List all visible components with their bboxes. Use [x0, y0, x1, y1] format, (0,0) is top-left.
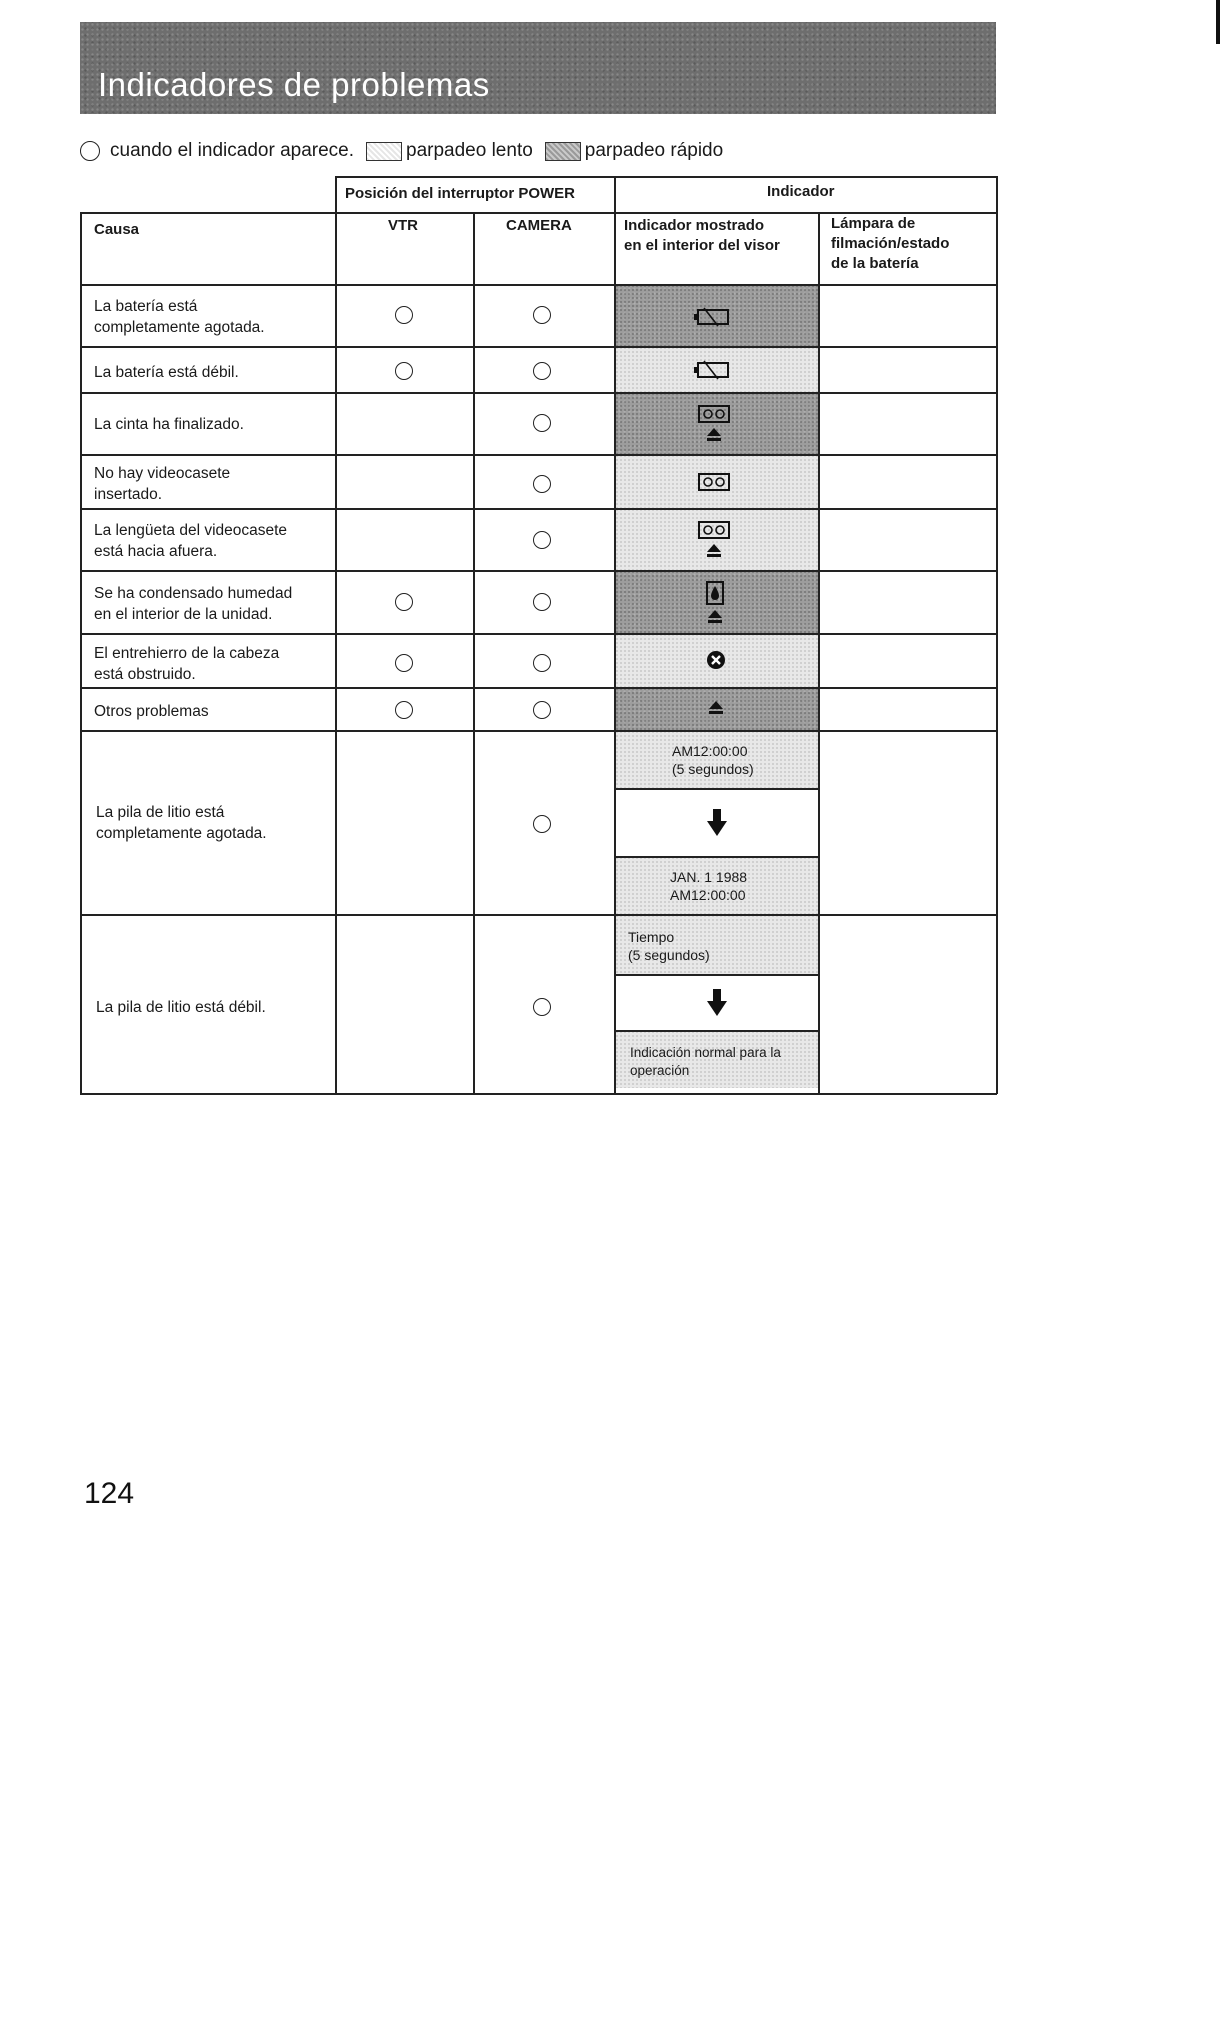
page-number: 124	[84, 1477, 135, 1510]
cause-text: está obstruido.	[94, 666, 196, 683]
head-clog-icon	[706, 650, 726, 670]
viewfinder-header-line2: en el interior del visor	[624, 237, 780, 254]
camera-mark	[533, 701, 551, 719]
camera-mark	[533, 475, 551, 493]
cause-text: completamente agotada.	[94, 319, 265, 336]
indicator-date-text: JAN. 1 1988	[670, 869, 748, 885]
cassette-eject-icon	[697, 404, 731, 444]
cause-text: No hay videocasete	[94, 465, 231, 482]
indicator-time-text: AM12:00:00	[670, 887, 746, 903]
empty-battery-icon	[692, 306, 736, 328]
indicator-duration-text: (5 segundos)	[672, 761, 754, 777]
cause-header: Causa	[94, 221, 140, 238]
camera-mark	[533, 654, 551, 672]
cause-text: La cinta ha finalizado.	[94, 416, 244, 433]
vtr-mark	[395, 362, 413, 380]
cause-text: Se ha condensado humedad	[94, 585, 293, 602]
camera-mark	[533, 362, 551, 380]
cause-text: El entrehierro de la cabeza	[94, 645, 280, 662]
camera-mark	[533, 815, 551, 833]
legend-fast-label: parpadeo rápido	[584, 140, 724, 161]
cause-text: La pila de litio está débil.	[96, 999, 266, 1016]
lamp-header-line3: de la batería	[831, 255, 919, 272]
camera-header: CAMERA	[506, 217, 572, 234]
indicator-normal-text: operación	[630, 1063, 690, 1078]
camera-mark	[533, 593, 551, 611]
indicator-time-text: AM12:00:00	[672, 743, 748, 759]
indicator-normal-text: Indicación normal para la	[630, 1045, 781, 1060]
cause-text: La batería está	[94, 298, 198, 315]
cause-text: La lengüeta del videocasete	[94, 522, 288, 539]
cassette-icon	[697, 472, 731, 492]
low-battery-icon	[692, 359, 736, 381]
vtr-mark	[395, 701, 413, 719]
indicator-time-text: Tiempo	[628, 929, 675, 945]
cause-text: Otros problemas	[94, 703, 209, 720]
moisture-eject-icon	[704, 580, 726, 626]
camera-mark	[533, 531, 551, 549]
viewfinder-header-line1: Indicador mostrado	[624, 217, 765, 234]
power-switch-header: Posición del interruptor POWER	[345, 185, 576, 202]
lamp-header-line1: Lámpara de	[831, 215, 916, 232]
cause-text: está hacia afuera.	[94, 543, 218, 560]
cause-text: insertado.	[94, 486, 163, 503]
eject-icon	[707, 700, 725, 716]
cause-text: La pila de litio está	[96, 804, 225, 821]
vtr-mark	[395, 654, 413, 672]
cause-text: completamente agotada.	[96, 825, 267, 842]
cause-text: en el interior de la unidad.	[94, 606, 273, 623]
page-title: Indicadores de problemas	[98, 66, 490, 103]
indicator-duration-text: (5 segundos)	[628, 947, 710, 963]
vtr-mark	[395, 593, 413, 611]
indicator-header: Indicador	[767, 183, 835, 200]
legend-slow-label: parpadeo lento	[406, 140, 533, 161]
cassette-eject-icon	[697, 520, 731, 560]
lamp-header-line2: filmación/estado	[831, 235, 950, 252]
camera-mark	[533, 414, 551, 432]
camera-mark	[533, 306, 551, 324]
camera-mark	[533, 998, 551, 1016]
down-arrow-icon	[706, 808, 728, 838]
down-arrow-icon	[706, 988, 728, 1018]
cause-text: La batería está débil.	[94, 364, 239, 381]
legend-appears-label: cuando el indicador aparece.	[110, 140, 355, 161]
vtr-header: VTR	[388, 217, 418, 234]
vtr-mark	[395, 306, 413, 324]
